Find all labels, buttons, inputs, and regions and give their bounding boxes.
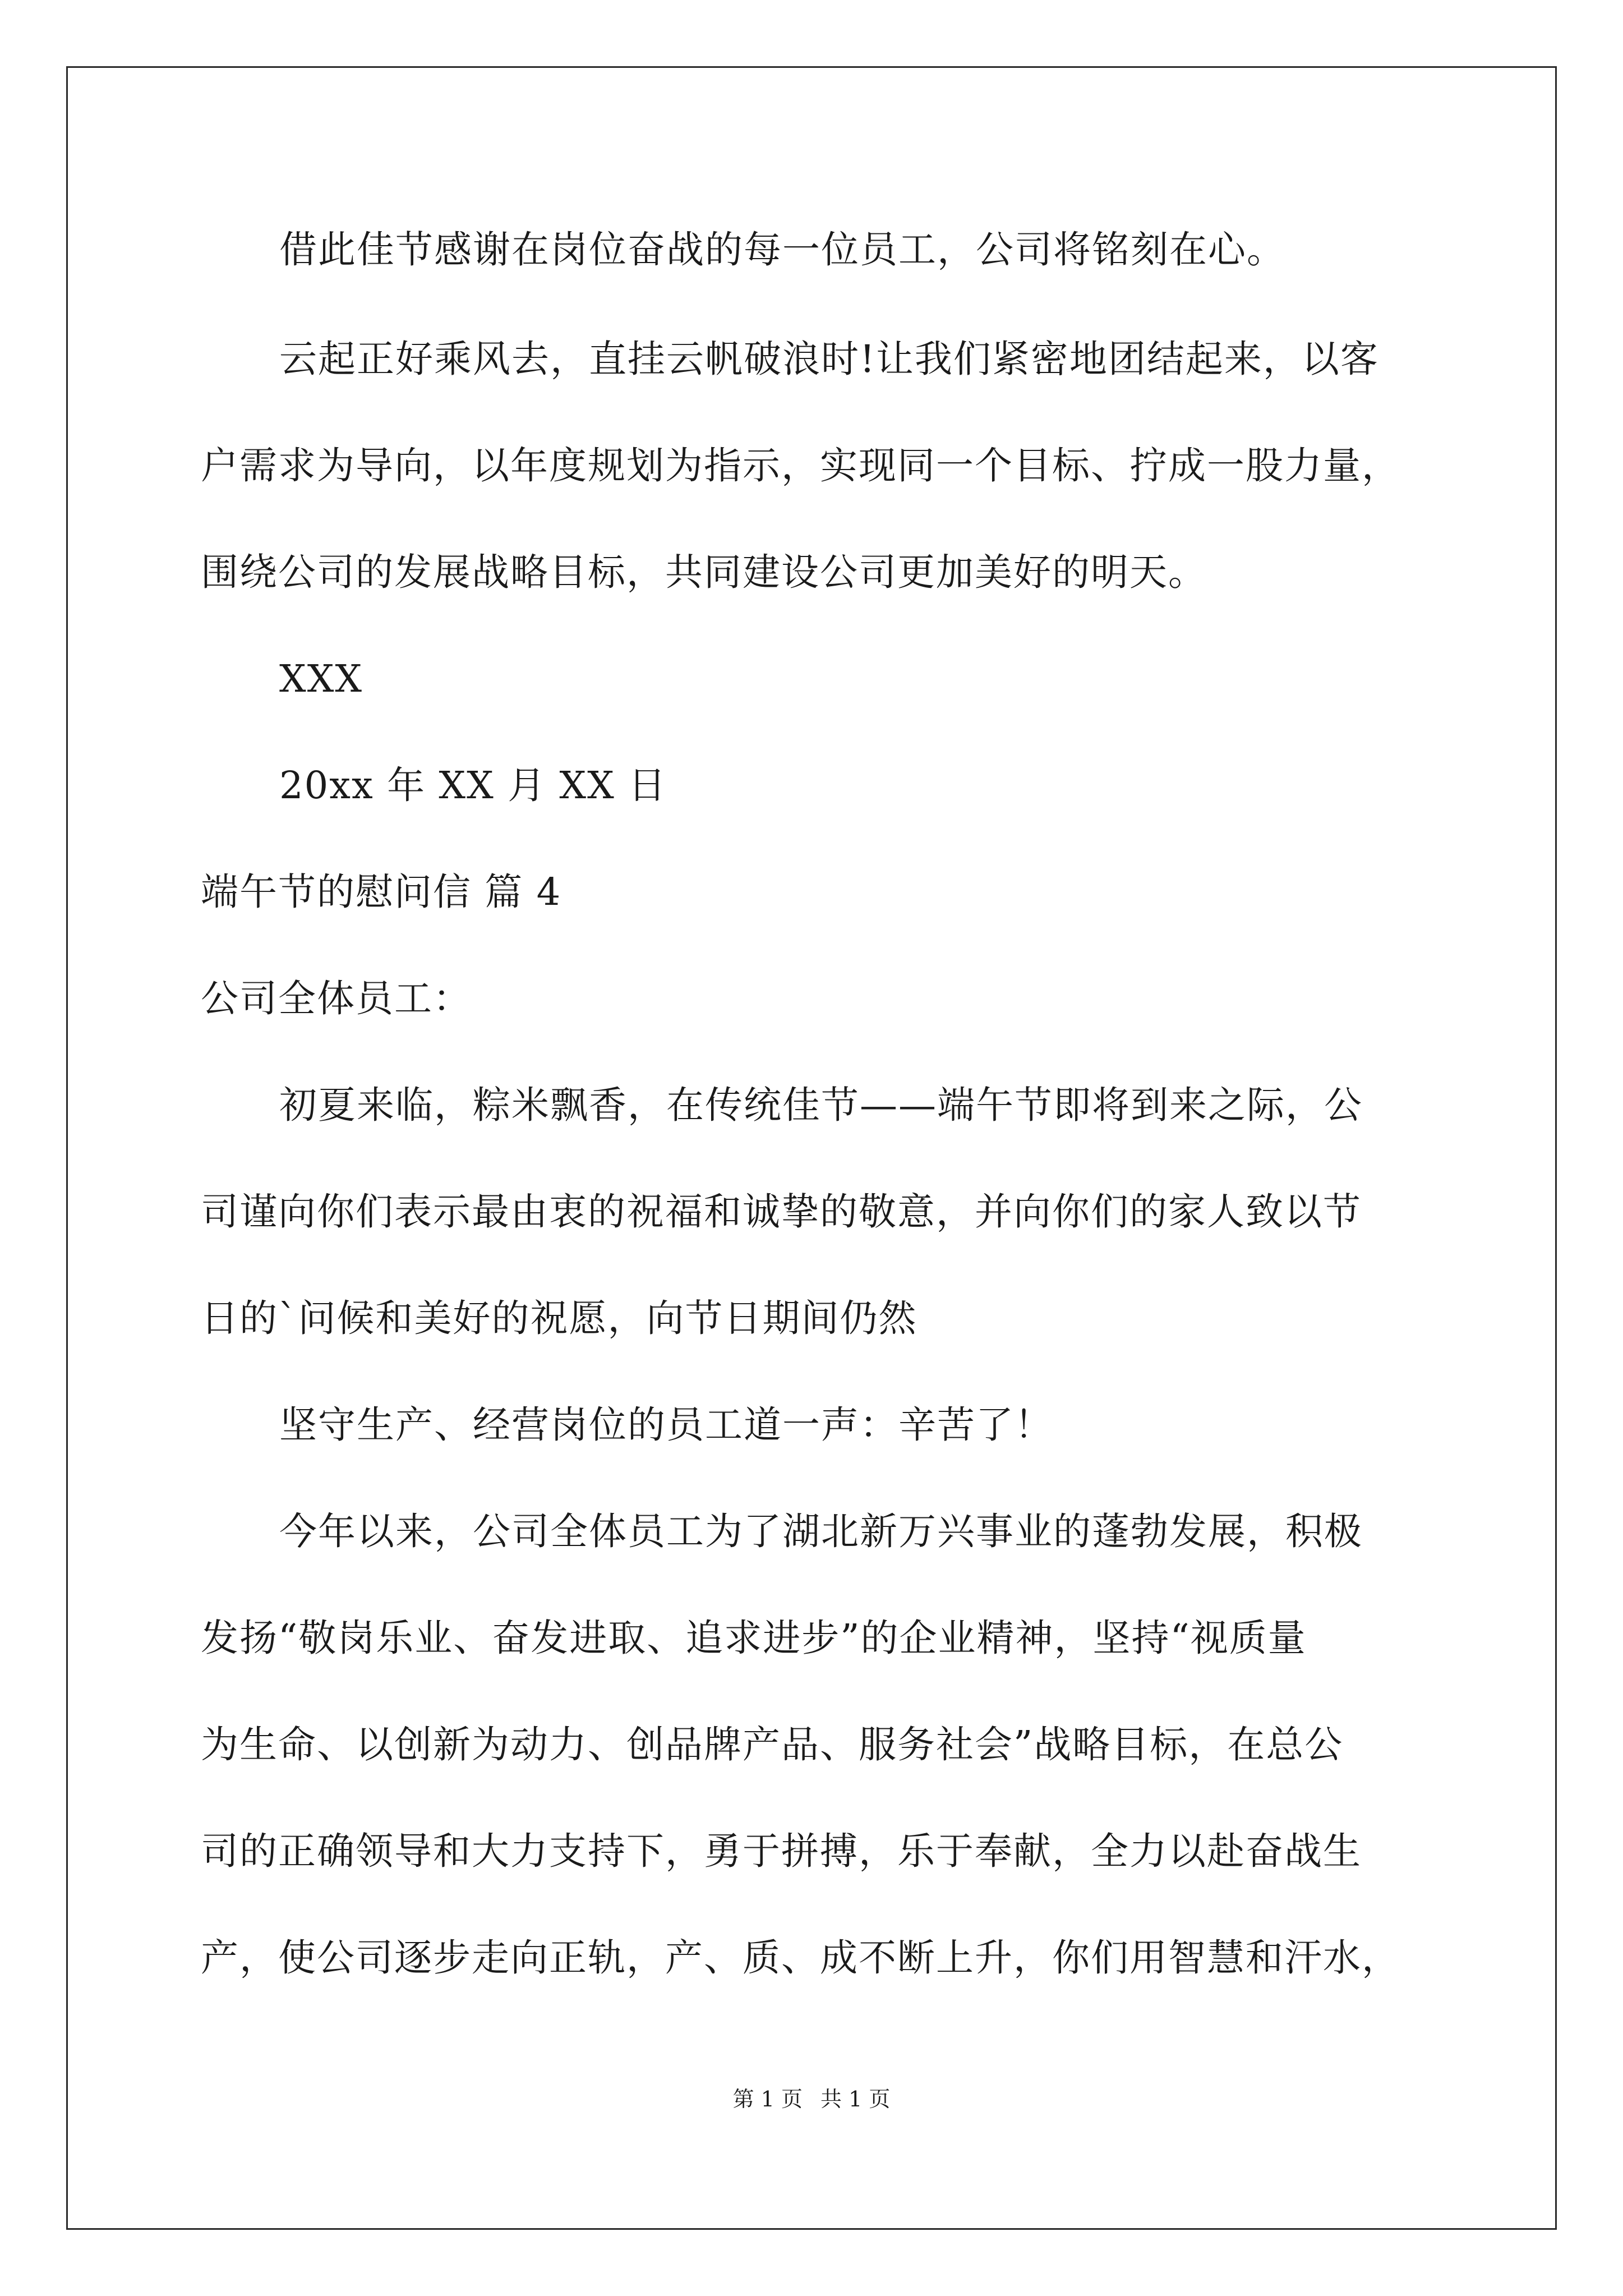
page-footer bbox=[0, 2086, 1623, 2113]
page-border bbox=[66, 66, 1557, 2230]
paragraph-line: 户需求为导向，以年度规划为指示，实现同一个目标、拧成一股力量， bbox=[201, 444, 1400, 487]
paragraph-line: 为生命、以创新为动力、创品牌产品、服务社会”战略目标，在总公 bbox=[201, 1723, 1344, 1766]
section-heading: 端午节的慰问信 篇 4 bbox=[201, 870, 562, 914]
paragraph-line: 坚守生产、经营岗位的员工道一声：辛苦了！ bbox=[279, 1403, 1053, 1447]
paragraph-line: 司的正确领导和大力支持下，勇于拼搏，乐于奉献，全力以赴奋战生 bbox=[201, 1829, 1362, 1873]
page-number: 第 1 页 bbox=[732, 2087, 803, 2111]
paragraph-line: 产，使公司逐步走向正轨，产、质、成不断上升，你们用智慧和汗水， bbox=[201, 1936, 1400, 1980]
paragraph-line: 云起正好乘风去，直挂云帆破浪时!让我们紧密地团结起来，以客 bbox=[279, 337, 1379, 381]
paragraph-line: 借此佳节感谢在岗位奋战的每一位员工，公司将铭刻在心。 bbox=[279, 228, 1285, 272]
salutation: 公司全体员工： bbox=[201, 977, 472, 1020]
paragraph-line: 司谨向你们表示最由衷的祝福和诚挚的敬意，并向你们的家人致以节 bbox=[201, 1190, 1362, 1234]
signature-date: 20xx 年 XX 月 XX 日 bbox=[279, 763, 667, 807]
signature-name: XXX bbox=[279, 657, 363, 701]
paragraph-line: 今年以来，公司全体员工为了湖北新万兴事业的蓬勃发展，积极 bbox=[279, 1510, 1363, 1553]
paragraph-line: 初夏来临，粽米飘香，在传统佳节——端午节即将到来之际，公 bbox=[279, 1083, 1363, 1127]
paragraph-line: 发扬“敬岗乐业、奋发进取、追求进步”的企业精神，坚持“视质量 bbox=[201, 1616, 1307, 1660]
page-total: 共 1 页 bbox=[820, 2087, 891, 2111]
paragraph-line: 围绕公司的发展战略目标，共同建设公司更加美好的明天。 bbox=[201, 550, 1207, 594]
paragraph-line: 日的`问候和美好的祝愿，向节日期间仍然 bbox=[201, 1296, 917, 1340]
